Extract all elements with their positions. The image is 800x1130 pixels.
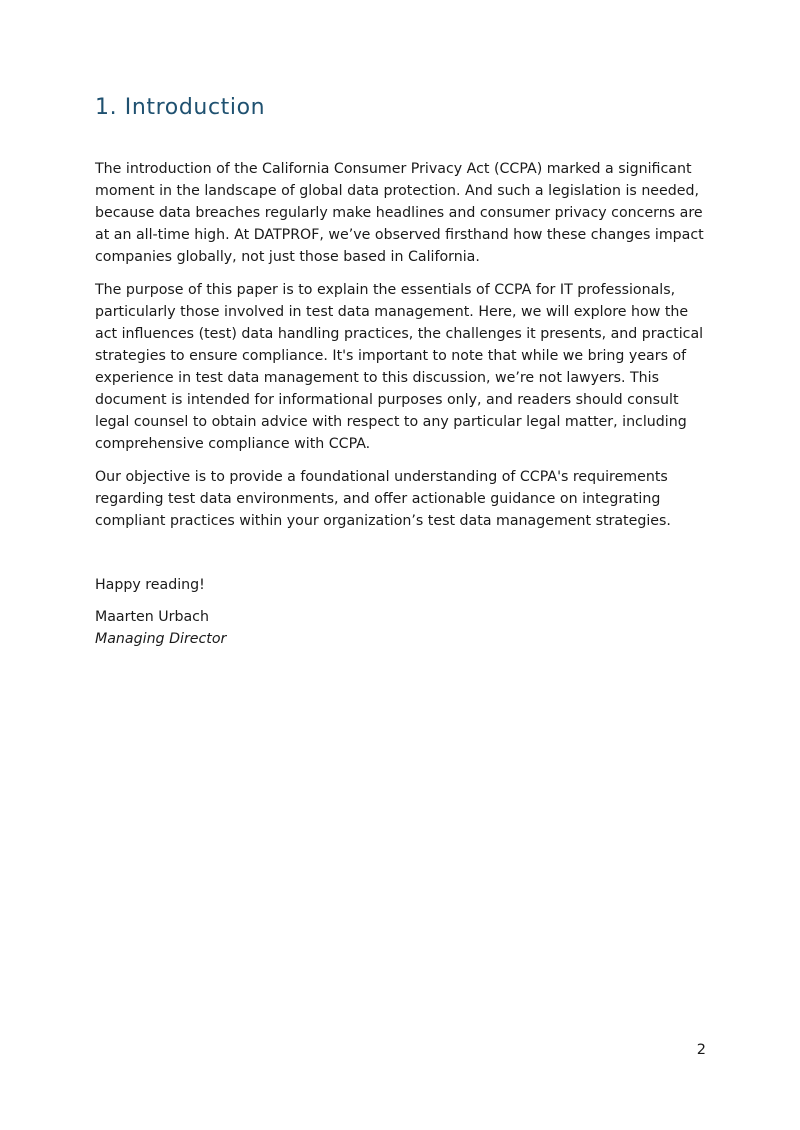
greeting: Happy reading! xyxy=(95,577,205,593)
author-name: Maarten Urbach xyxy=(95,609,209,625)
page-number: 2 xyxy=(696,1042,706,1058)
body-text xyxy=(95,158,707,650)
paragraph-objective: Our objective is to provide a foundational understanding of CCPA's requirements regarding test data environments, and offer actionable guidance on integrating compliant practices within your organization’s test data management strategies. xyxy=(95,469,671,529)
author-title: Managing Director xyxy=(95,631,227,647)
paragraph-intro: The introduction of the California Consumer Privacy Act (CCPA) marked a significant moment in the landscape of global data protection. And such a legislation is needed, because data breaches regularly make headlines and consumer privacy concerns are at an all-time high. At DATPROF, we’ve observed firsthand how these changes impact companies globally, not just those based in California. xyxy=(95,161,704,265)
paragraph-purpose: The purpose of this paper is to explain the essentials of CCPA for IT professionals, particularly those involved in test data management. Here, we will explore how the act influences (test) data handling practices, the challenges it presents, and practical strategies to ensure compliance. It's important to note that while we bring years of experience in test data management to this discussion, we’re not lawyers. This document is intended for informational purposes only, and readers should consult legal counsel to obtain advice with respect to any particular legal matter, including comprehensive compliance with CCPA. xyxy=(95,282,704,452)
section-heading: 1. Introduction xyxy=(95,95,266,120)
signoff xyxy=(95,574,707,650)
signature-block xyxy=(95,606,707,650)
spacer xyxy=(95,543,707,574)
